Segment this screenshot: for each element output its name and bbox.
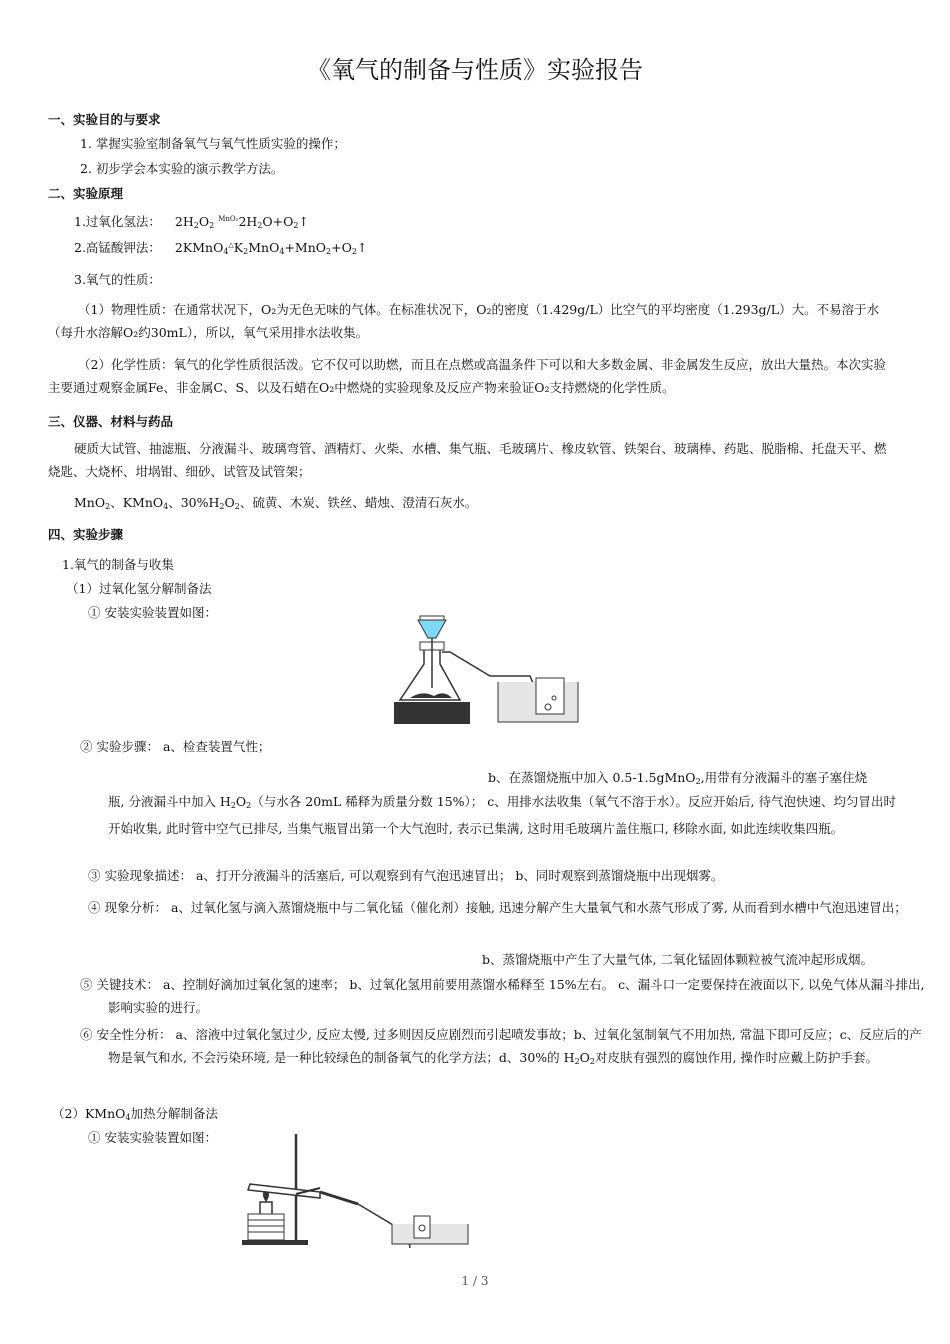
list-item: 2. 初步学会本实验的演示教学方法。 xyxy=(80,161,284,176)
experiment-steps-a: ② 实验步骤： a、检查装置气性； xyxy=(80,739,271,754)
page-title: 《氧气的制备与性质》实验报告 xyxy=(307,56,643,84)
properties-label: 3.氧气的性质： xyxy=(74,272,161,287)
phenomenon-analysis-a: ④ 现象分析： a、过氧化氢与滴入蒸馏烧瓶中与二氧化锰（催化剂）接触, 迅速分解产生大量氧气和水蒸气形成了雾, 从而看到水槽中气泡迅速冒出； xyxy=(88,900,907,915)
potassium-permanganate-apparatus-figure xyxy=(238,1130,478,1248)
key-techniques: ⑤ 关键技术： a、控制好滴加过氧化氢的速率； b、过氧化氢用前要用蒸馏水稀释至 15%左右。 c、漏斗口一定要保持在液面以下, 以免气体从漏斗排出, 影响实验的进行。 xyxy=(80,977,925,1015)
experiment-steps-b-continued: 瓶, 分液漏斗中加入 $H_2O_2$（与水各 20mL 稀释为质量分数 15%）； c、用排水法收集（氧气不溶于水）。反应开始后, 待气泡快速、均匀冒出时开始收集, 此时管中空气已排尽, 当集气瓶冒出第一个大气泡时, 表示已集满, 这时用毛玻璃片盖住瓶口, 移除水面, 如此连续收集四瓶。 xyxy=(108,794,896,836)
subsection-1: 1.氧气的制备与收集 xyxy=(62,557,174,572)
page-number: 1 / 3 xyxy=(461,1274,489,1288)
physical-properties: （1）物理性质：在通常状况下，O₂为无色无味的气体。在标准状况下，O₂的密度（1.429g/L）比空气的平均密度（1.293g/L）大。不易溶于水（每升水溶解O₂约30mL），所以，氧气采用排水法收集。 xyxy=(48,302,880,340)
equation-2: 2.高锰酸钾法： $2KMnO_4^\triangle K_2MnO_4+MnO_2+O_2↑$ xyxy=(74,240,368,256)
experiment-steps-b: b、在蒸馏烧瓶中加入 0.5-1.5gMnO$_2$,用带有分液漏斗的塞子塞住烧 xyxy=(488,770,868,786)
catalyst-label: MnO₂ xyxy=(218,215,239,223)
method-2-title: （2）KMnO$_4$加热分解制备法 xyxy=(52,1106,218,1122)
equation-1: 1.过氧化氢法： $2H_2O_2$ $^{MnO_2}2H_2O+O_2↑$ xyxy=(74,214,309,230)
heat-label: △ xyxy=(228,241,234,249)
section-heading-1: 一、实验目的与要求 xyxy=(48,112,161,127)
section-heading-2: 二、实验原理 xyxy=(48,186,124,201)
section-heading-4: 四、实验步骤 xyxy=(48,527,124,542)
equation-label: 1.过氧化氢法： xyxy=(74,214,161,229)
phenomenon-analysis-b: b、蒸馏烧瓶中产生了大量气体, 二氧化锰固体颗粒被气流冲起形成烟。 xyxy=(482,952,873,967)
safety-analysis: ⑥ 安全性分析： a、溶液中过氧化氢过少, 反应太慢, 过多则因反应剧烈而引起喷发事故；b、过氧化氢制氧气不用加热, 常温下即可反应；c、反应后的产物是氧气和水, 不会污染环境, 是一种比较绿色的制备氧气的化学方法；d、30%的 $H_2O_2$对皮肤有强烈的腐蚀作用, 操作时应戴上防护手套。 xyxy=(80,1027,922,1066)
hydrogen-peroxide-apparatus-figure xyxy=(390,612,590,728)
equation-label: 2.高锰酸钾法： xyxy=(74,240,161,255)
reagents-list: MnO$_2$、KMnO$_4$、$30\%H_2O_2$、硫黄、木炭、铁丝、蜡烛、澄清石灰水。 xyxy=(74,495,478,511)
instruments-list: 硬质大试管、抽滤瓶、分液漏斗、玻璃弯管、酒精灯、火柴、水槽、集气瓶、毛玻璃片、橡皮软管、铁架台、玻璃棒、药匙、脱脂棉、托盘天平、燃烧匙、大烧杯、坩埚钳、细砂、试管及试管架； xyxy=(48,441,887,479)
install-step: ① 安装实验装置如图： xyxy=(88,605,217,620)
section-heading-3: 三、仪器、材料与药品 xyxy=(48,414,174,429)
method-1-title: （1）过氧化氢分解制备法 xyxy=(66,581,212,596)
install-step: ① 安装实验装置如图： xyxy=(88,1130,217,1145)
list-item: 1. 掌握实验室制备氧气与氧气性质实验的操作； xyxy=(80,136,346,151)
phenomenon-description: ③ 实验现象描述： a、打开分液漏斗的活塞后, 可以观察到有气泡迅速冒出； b、同时观察到蒸馏烧瓶中出现烟雾。 xyxy=(88,868,724,883)
chemical-properties: （2）化学性质：氧气的化学性质很活泼。它不仅可以助燃，而且在点燃或高温条件下可以和大多数金属、非金属发生反应，放出大量热。本次实验主要通过观察金属Fe、非金属C、S、以及石蜡在O₂中燃烧的实验现象及反应产物来验证O₂支持燃烧的化学性质。 xyxy=(48,357,886,395)
